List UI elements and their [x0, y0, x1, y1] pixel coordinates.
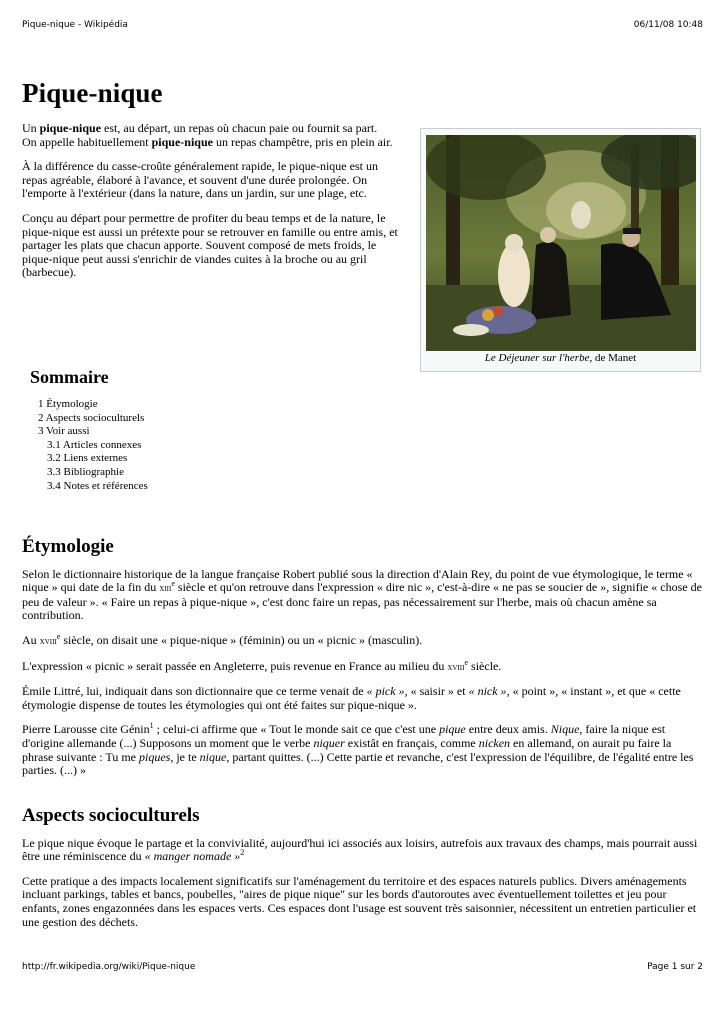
paragraph-text: , faire la nique est d'origine allemande (...) Supposons un moment que le verbe — [22, 722, 666, 750]
toc-item-bibliographie[interactable]: 3.3 Bibliographie — [47, 465, 124, 478]
toc-item-etymologie[interactable]: 1 Étymologie — [38, 398, 98, 410]
footnote-ref-1[interactable]: 1 — [149, 721, 154, 731]
intro-text: On appelle habituellement — [22, 134, 152, 149]
section-title-aspects: Aspects socioculturels — [22, 805, 200, 826]
painting-image[interactable] — [426, 135, 696, 351]
caption-painting-title: Le Déjeuner sur l'herbe — [484, 352, 590, 364]
italic-term: piques — [139, 749, 171, 764]
paragraph-text: siècle et qu'on retrouve dans l'expression « dire nic », c'est-à-dire « ne pas se soucier de », signifie « chose de peu de valeur ». « Faire un repas à pique-nique », c'est donc faire un repas, pas nécessairement sur l'herbe, mais où chacun amène sa contribution. — [22, 580, 702, 623]
paragraph-text: , je te — [170, 749, 200, 764]
paragraph-text: , « point », « instant », et que « cette étymologie dispense de toutes les étymologies qui ont été faites sur pique-nique ». — [22, 684, 681, 712]
section-aspects-socioculturels — [22, 805, 703, 940]
paragraph-text: Au — [22, 632, 40, 647]
toc-item-aspects[interactable]: 2 Aspects socioculturels — [38, 411, 145, 424]
intro-paragraph-3: Conçu au départ pour permettre de profiter du beau temps et de la nature, le pique-nique est aussi un prétexte pour se retrouver en famille ou entre amis, et partager les plats que chacun apporte. Souvent composé de mets froids, le pique-nique peut aussi s'enrichir de viandes cuites à la broche ou au gril (barbecue). — [22, 210, 398, 280]
italic-term: niquer — [313, 735, 345, 750]
section-title-etymologie: Étymologie — [22, 536, 114, 557]
superscript: e — [171, 579, 175, 589]
italic-term: « nick » — [468, 684, 507, 699]
paragraph-text: entre deux amis. — [465, 722, 551, 737]
italic-term: « pick » — [366, 684, 405, 699]
footnote-ref-2[interactable]: 2 — [240, 848, 245, 858]
toc-list — [30, 398, 148, 493]
footer-page-number: Page 1 sur 2 — [647, 962, 703, 972]
century-numeral: xiii — [159, 583, 172, 595]
toc-item-liens-externes[interactable]: 3.2 Liens externes — [47, 452, 128, 465]
aspects-paragraph-1 — [22, 837, 703, 864]
table-of-contents — [30, 367, 148, 493]
century-numeral: xviii — [39, 635, 57, 647]
paragraph-text: Pierre Larousse cite Génin — [22, 722, 150, 737]
page-title: Pique-nique — [22, 78, 163, 108]
etymologie-paragraph-1 — [22, 568, 703, 623]
intro-paragraph-2: À la différence du casse-croûte généralement rapide, le pique-nique est un repas agréable, élaboré à l'avance, et souvent d'une durée prolongée. On l'emporte à l'extérieur (dans la nature, dans un jardin, sur une plage, etc. — [22, 159, 378, 201]
etymologie-paragraph-2 — [22, 631, 703, 649]
italic-term: « manger nomade » — [144, 849, 241, 864]
toc-item-notes[interactable]: 3.4 Notes et références — [47, 479, 148, 492]
paragraph-text: L'expression « picnic » serait passée en Angleterre, puis revenue en France au milieu du — [22, 658, 448, 673]
paragraph-text: existât en français, comme — [344, 735, 479, 750]
toc-item-articles-connexes[interactable]: 3.1 Articles connexes — [47, 438, 142, 451]
paragraph-text: en allemand, on aurait pu faire la phrase suivante : Tu me — [22, 735, 672, 764]
caption-painter: , de Manet — [589, 352, 637, 364]
superscript: e — [56, 631, 61, 641]
italic-term: nicken — [478, 735, 511, 750]
italic-term: nique — [199, 749, 227, 764]
paragraph-text: , « saisir » et — [404, 684, 469, 699]
header-datetime: 06/11/08 10:48 — [633, 20, 703, 30]
intro-text: un repas champêtre, pris en plein air. — [212, 134, 393, 149]
header-page-title: Pique-nique - Wikipédia — [22, 20, 128, 30]
paragraph-text: Émile Littré, lui, indiquait dans son dictionnaire que ce terme venait de — [22, 684, 367, 699]
aspects-paragraph-2: Cette pratique a des impacts localement significatifs sur l'aménagement du territoire et des espaces naturels publics. Divers aménagements incluant parkings, tables et bancs, poubelles, "aires de pique nique" sur les bords d'autoroutes avec éventuellement toilettes et jeu pour enfants, zones engazonnées dans les espaces verts. Ces espaces dont l'usage est souvent très saisonnier, nécessitent un entretien particulier et une gestion des déchets. — [22, 873, 697, 929]
paragraph-text: , partant quittes. (...) Cette partie et revanche, c'est l'expression de l'équilibre, de l'égalité entre les parties. (...) » — [22, 749, 694, 778]
intro-text: est, au départ, un repas où chacun paie ou fournit sa part. — [101, 121, 378, 135]
etymologie-paragraph-3 — [22, 657, 703, 675]
intro-section — [22, 122, 404, 291]
print-header — [22, 20, 703, 30]
century-numeral: xviii — [447, 661, 465, 673]
intro-term: pique-nique — [39, 121, 102, 135]
paragraph-text: Le pique nique évoque le partage et la convivialité, aujourd'hui ici associés aux loisirs, autrefois aux travaux des champs, mais pourrait aussi être une réminiscence du — [22, 835, 698, 864]
section-etymologie — [22, 536, 703, 789]
paragraph-text: siècle, on disait une « pique-nique » (féminin) ou un « picnic » (masculin). — [60, 632, 423, 647]
print-footer — [22, 962, 703, 972]
paragraph-text: ; celui-ci affirme que « Tout le monde sait ce que c'est une — [153, 722, 440, 737]
intro-text: Un — [22, 121, 40, 135]
etymologie-paragraph-5 — [22, 723, 703, 777]
toc-title: Sommaire — [30, 367, 109, 387]
superscript: e — [464, 657, 469, 667]
etymologie-paragraph-4 — [22, 685, 703, 712]
intro-term: pique-nique — [151, 134, 213, 149]
toc-item-voir-aussi[interactable]: 3 Voir aussi — [38, 425, 90, 438]
intro-paragraph-1 — [22, 122, 404, 149]
figure-caption — [421, 352, 700, 364]
italic-term: pique — [439, 722, 466, 737]
painting-figure — [420, 128, 701, 372]
italic-term: Nique — [550, 722, 580, 737]
footer-url: http://fr.wikipedia.org/wiki/Pique-nique — [22, 962, 196, 972]
paragraph-text: siècle. — [468, 658, 502, 673]
paragraph-text: Selon le dictionnaire historique de la langue française Robert publié sous la direction d'Alain Rey, du point de vue étymologique, le terme « nique » qui date de la fin du — [22, 566, 693, 595]
